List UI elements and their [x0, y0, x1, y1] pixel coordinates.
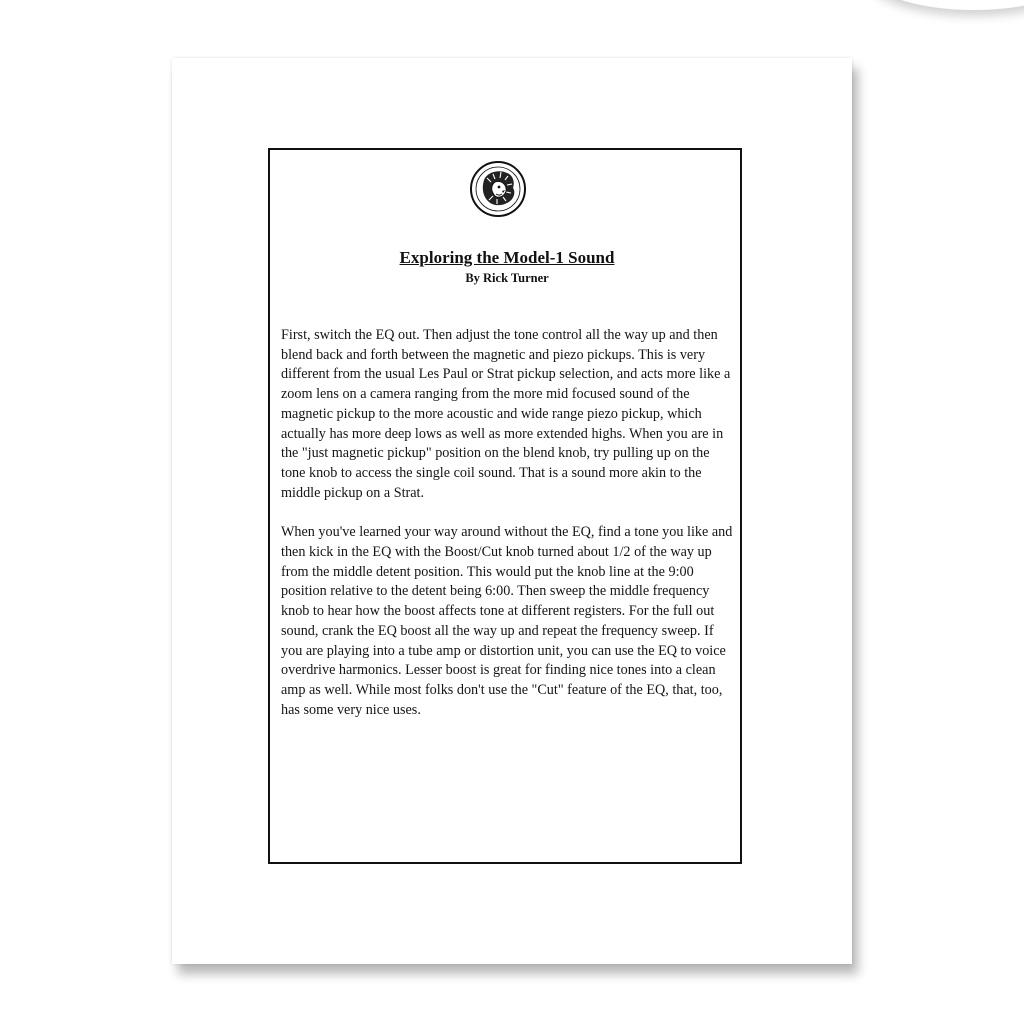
paragraph-2: When you've learned your way around without the EQ, find a tone you like and then kick in the EQ with the Boost/Cut knob turned about 1/2 of the way up from the middle detent position. This would put the knob line at the 9:00 position relative to the detent being 6:00. Then sweep the middle frequency knob to hear how the boost affects tone at different registers. For the full out sound, crank the EQ boost all the way up and repeat the frequency sweep. If you are playing into a tube amp or distortion unit, you can use the EQ to voice overdrive harmonics. Lesser boost is great for finding nice tones into a clean amp as well. While most folks don't use the "Cut" feature of the EQ, that, too, has some very nice uses. — [281, 524, 733, 718]
document-byline: By Rick Turner — [465, 271, 549, 285]
paper-sheet — [172, 58, 852, 964]
background-sheet-edge — [864, 0, 1024, 10]
document-title: Exploring the Model-1 Sound — [399, 248, 615, 267]
document-body — [281, 326, 733, 740]
paragraph-1: First, switch the EQ out. Then adjust the tone control all the way up and then blend back and forth between the magnetic and piezo pickups. This is very different from the usual Les Paul or Strat pickup selection, and acts more like a zoom lens on a camera ranging from the more mid focused sound of the magnetic pickup to the more acoustic and wide range piezo pickup, which actually has more deep lows as well as more extended highs. When you are in the "just magnetic pickup" position on the blend knob, try pulling up on the tone knob to access the single coil sound. That is a sound more akin to the middle pickup on a Strat. — [281, 327, 731, 501]
lion-head-emblem-icon — [469, 160, 527, 218]
document-border — [268, 148, 742, 864]
